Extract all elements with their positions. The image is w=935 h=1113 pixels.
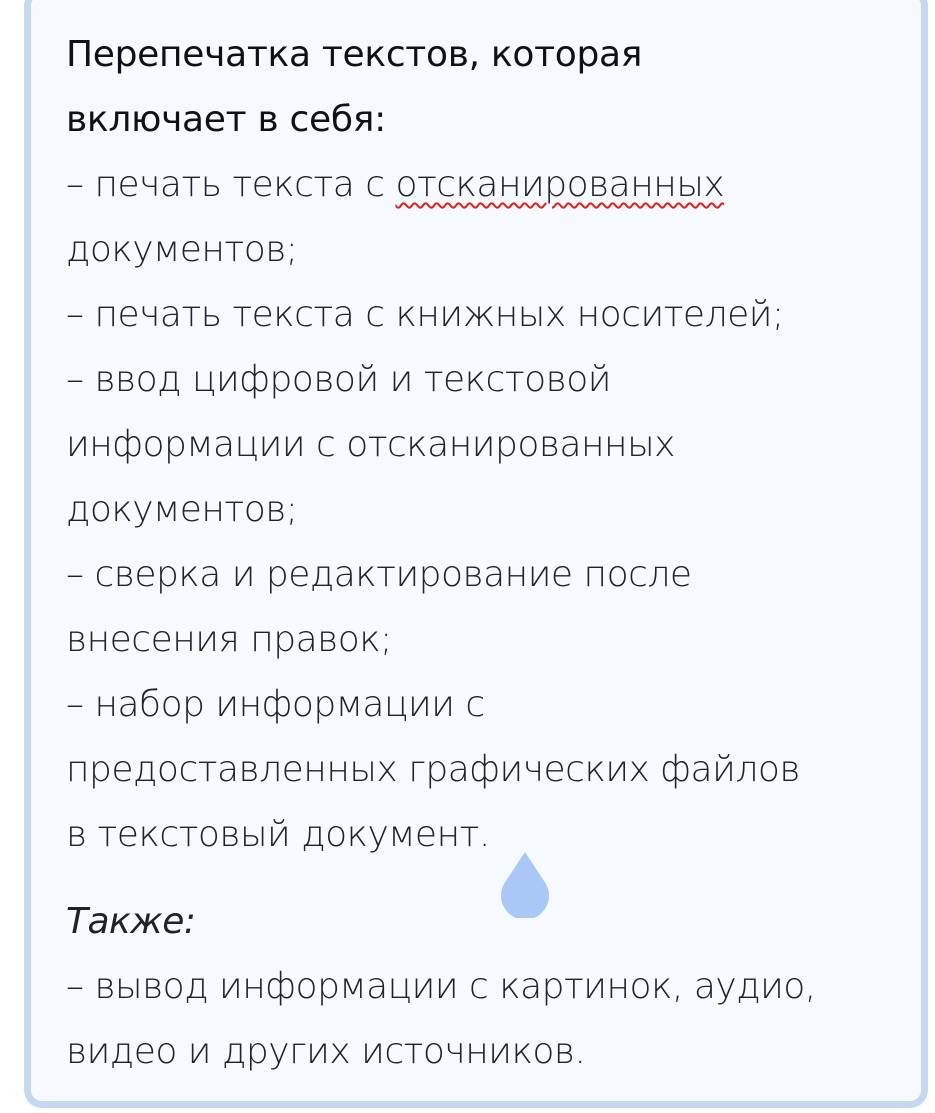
also-section [66,889,916,1084]
list-item-line: документов; [66,489,298,530]
also-title: Также: [66,901,196,942]
heading [66,22,916,152]
misspelled-word[interactable]: отсканированных [395,164,725,205]
heading-line-2: включает в себя: [66,99,386,140]
list-item-line: – ввод цифровой и текстовой [66,359,611,400]
list-item-line: – сверка и редактирование после [66,554,692,595]
list-item-line: – печать текста с книжных носителей; [66,294,784,335]
list-item-line: в текстовый документ. [66,814,490,855]
list-item-line: – набор информации с [66,684,485,725]
list-item-line: информации с отсканированных [66,424,675,465]
spacer [66,867,916,889]
heading-line-1: Перепечатка текстов, которая [66,34,643,75]
list-item-line: документов; [66,229,298,270]
list-item-line: предоставленных графических файлов [66,749,800,790]
services-list [66,152,916,867]
also-line: видео и других источников. [66,1031,586,1072]
list-item-line: внесения правок; [66,619,392,660]
list-item-line [66,152,916,217]
also-line: – вывод информации с картинок, аудио, [66,966,816,1007]
text-content[interactable] [66,22,916,1084]
list-text: – печать текста с [66,164,396,205]
text-selection-handle-icon[interactable] [497,850,553,918]
